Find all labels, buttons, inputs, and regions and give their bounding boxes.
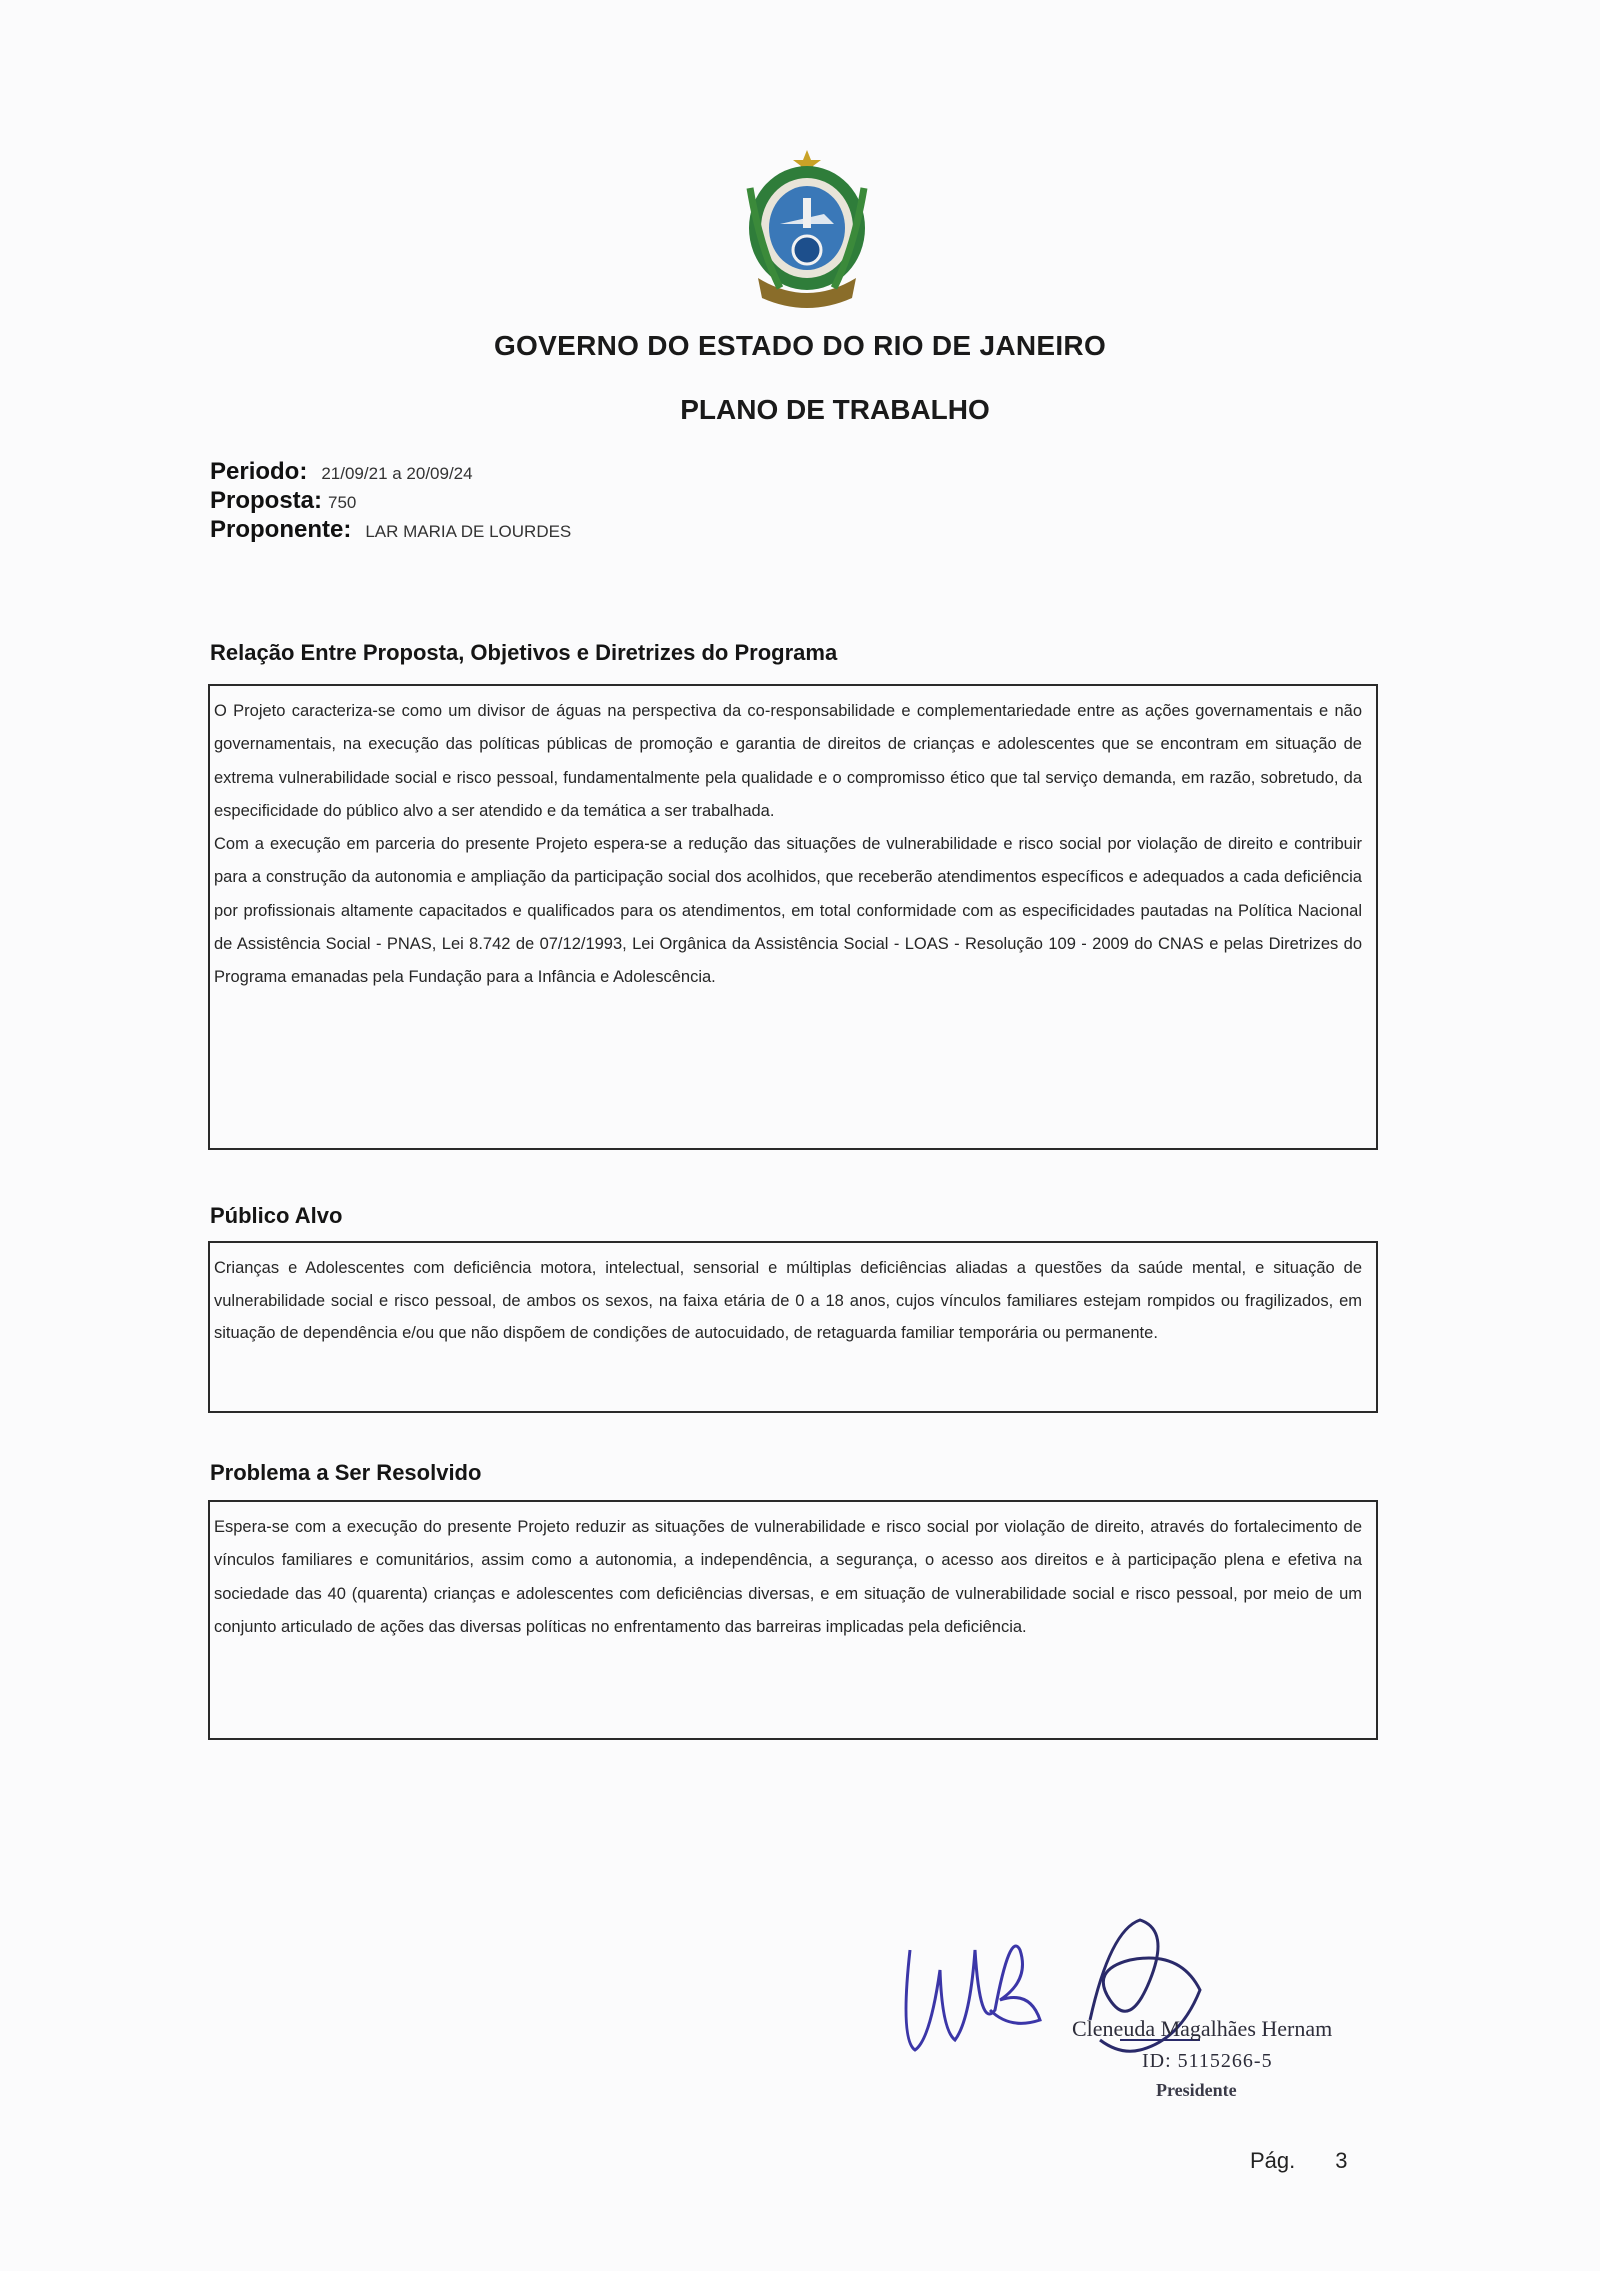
proponente-row [210,516,571,545]
problema-text-box [208,1500,1378,1740]
proposal-meta [210,458,571,545]
problema-text: Espera-se com a execução do presente Projeto reduzir as situações de vulnerabilidade e risco social por violação de direito, através do fortalecimento de vínculos familiares e comunitários, assim como a autonomia, a independência, a segurança, o acesso aos direitos e à participação plena e efetiva na sociedade das 40 (quarenta) crianças e adolescentes com deficiências diversas, e em situação de vulnerabilidade social e risco pessoal, por meio de um conjunto articulado de ações das diversas políticas no enfrentamento das barreiras implicadas pela deficiência. [214,1518,1362,1636]
state-coat-of-arms-icon [740,148,875,318]
periodo-label: Periodo: [210,458,308,485]
publico-text-box [208,1241,1378,1413]
proposta-row [210,487,571,516]
page-label: Pág. [1250,2148,1296,2173]
signatory-name: Cleneuda Magalhães Hernam [1072,2016,1333,2041]
publico-text: Crianças e Adolescentes com deficiência motora, intelectual, sensorial e múltiplas deficiências aliadas a questões da saúde mental, e situação de vulnerabilidade social e risco pessoal, de ambos os sexos, na faixa etária de 0 a 18 anos, cujos vínculos familiares estejam rompidos ou fragilizados, em situação de dependência e/ou que não dispõem de condições de autocuidado, de retaguarda familiar temporária ou permanente. [214,1259,1362,1343]
proposta-label: Proposta: [210,487,323,514]
handwritten-signatures-icon [880,1890,1400,2110]
signatory-id: ID: 5115266-5 [1142,2050,1273,2072]
government-title: GOVERNO DO ESTADO DO RIO DE JANEIRO [493,330,1107,361]
periodo-value: 21/09/21 a 20/09/24 [321,464,473,483]
page-number [1250,2148,1348,2174]
proponente-label: Proponente: [210,516,352,543]
relacao-paragraph-1: O Projeto caracteriza-se como um divisor de águas na perspectiva da co-responsabilidade e complementariedade entre as ações governamentais e não governamentais, na execução das políticas públicas de promoção e garantia de direitos de crianças e adolescentes que se encontram em situação de extrema vulnerabilidade social e risco pessoal, fundamentalmente pela qualidade e o compromisso ético que tal serviço demanda, em razão, sobretudo, da especificidade do público alvo a ser atendido e da temática a ser trabalhada. [214,702,1362,820]
proponente-value: LAR MARIA DE LOURDES [365,522,572,541]
periodo-row [210,458,571,487]
relacao-text-box [208,684,1378,1150]
document-title: PLANO DE TRABALHO [680,394,990,425]
signatory-role: Presidente [1156,2080,1237,2100]
publico-section-title: Público Alvo [210,1203,343,1228]
proposta-value: 750 [328,493,357,512]
problema-section-title: Problema a Ser Resolvido [210,1460,482,1485]
relacao-section-title: Relação Entre Proposta, Objetivos e Diretrizes do Programa [210,640,838,665]
page-number-value: 3 [1335,2148,1348,2173]
relacao-paragraph-2: Com a execução em parceria do presente Projeto espera-se a redução das situações de vulnerabilidade e risco social por violação de direito e contribuir para a construção da autonomia e ampliação da participação social dos acolhidos, que receberão atendimentos específicos e adequados a cada deficiência por profissionais altamente capacitados e qualificados para os atendimentos, em total conformidade com as especificidades pautadas na Política Nacional de Assistência Social - PNAS, Lei 8.742 de 07/12/1993, Lei Orgânica da Assistência Social - LOAS - Resolução 109 - 2009 do CNAS e pelas Diretrizes do Programa emanadas pela Fundação para a Infância e Adolescência. [214,835,1362,987]
